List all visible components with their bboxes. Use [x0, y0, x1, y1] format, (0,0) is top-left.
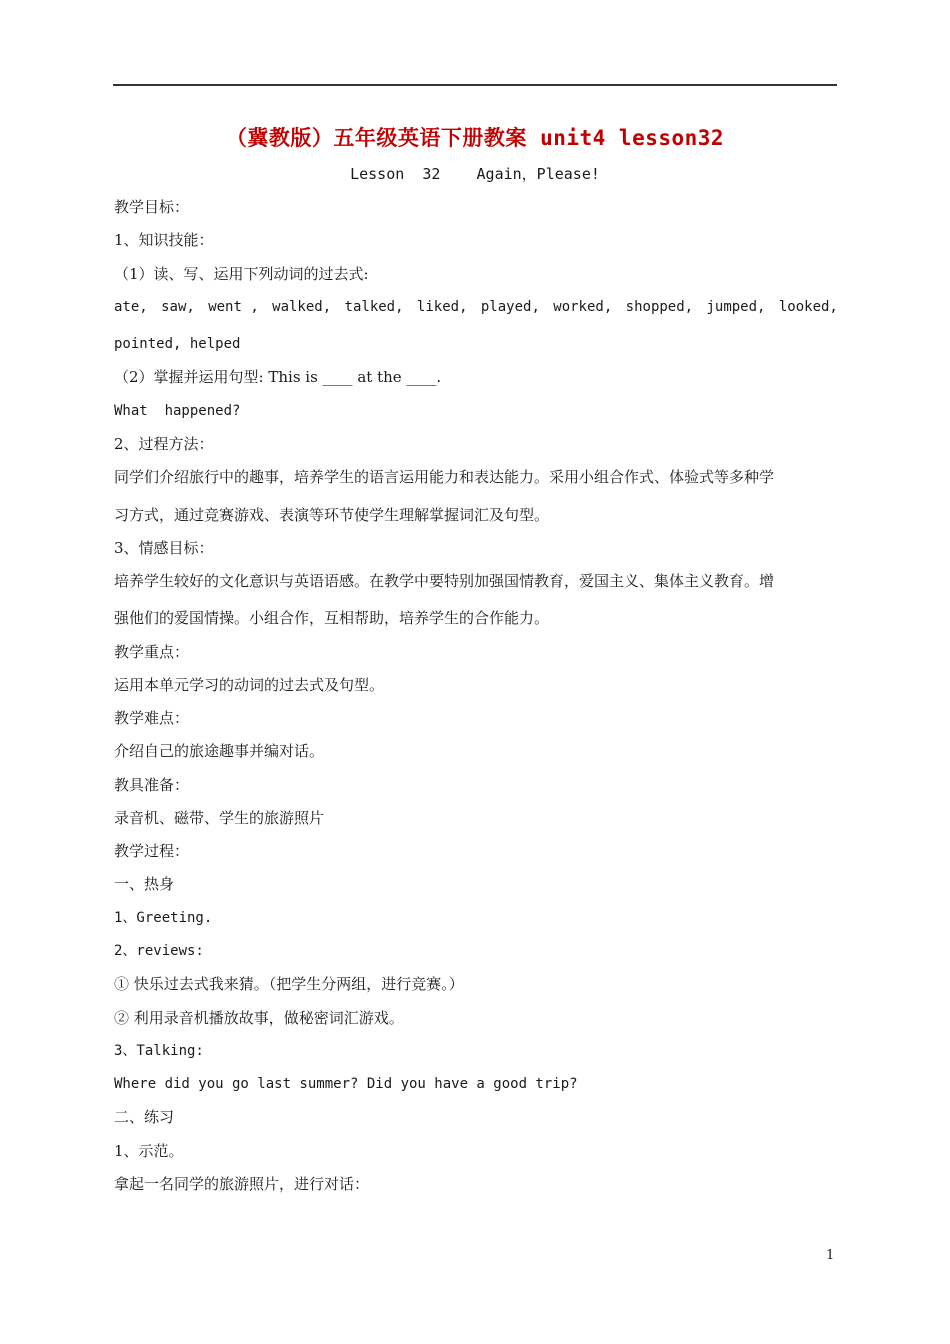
verb: talked, — [344, 299, 404, 315]
talking: 3、Talking: — [114, 1043, 204, 1059]
knowledge-item-1: （1）读、写、运用下列动词的过去式: — [114, 265, 369, 283]
process-text-2: 习方式，通过竞赛游戏、表演等环节使学生理解掌握词汇及句型。 — [114, 506, 550, 524]
key-text: 运用本单元学习的动词的过去式及句型。 — [114, 676, 385, 694]
demo-heading: 1、示范。 — [114, 1142, 184, 1160]
knowledge-item-2: （2）掌握并运用句型: This is ____ at the ____. — [114, 368, 442, 386]
review-item-2: ② 利用录音机播放故事，做秘密词汇游戏。 — [114, 1009, 404, 1027]
page-title: （冀教版）五年级英语下册教案 unit4 lesson32 — [225, 126, 725, 150]
process-heading: 2、过程方法： — [114, 435, 214, 453]
verb: jumped, — [706, 299, 766, 315]
verbs-line-1 — [114, 297, 838, 317]
tools-heading: 教具准备： — [114, 776, 190, 794]
greeting: 1、Greeting. — [114, 910, 213, 926]
talking-question: Where did you go last summer? Did you have a good trip? — [114, 1076, 578, 1092]
verb: worked, — [553, 299, 613, 315]
emotion-text-1: 培养学生较好的文化意识与英语语感。在教学中要特别加强国情教育，爱国主义、集体主义教育。增 — [114, 572, 775, 590]
knowledge-heading: 1、知识技能： — [114, 231, 214, 249]
tools-text: 录音机、磁带、学生的旅游照片 — [114, 809, 325, 827]
verb: ate, — [114, 299, 148, 315]
what-happened: What happened? — [114, 403, 241, 419]
goals-heading: 教学目标： — [114, 198, 190, 216]
difficulty-text: 介绍自己的旅途趣事并编对话。 — [114, 742, 325, 760]
procedure-heading: 教学过程： — [114, 842, 190, 860]
verb: went , — [208, 299, 259, 315]
page-number: 1 — [826, 1248, 835, 1263]
verb: liked, — [416, 299, 468, 315]
warmup-heading: 一、热身 — [114, 875, 175, 893]
header-rule — [113, 84, 837, 86]
practice-heading: 二、练习 — [114, 1108, 175, 1126]
verb: played, — [480, 299, 540, 315]
difficulty-heading: 教学难点： — [114, 709, 190, 727]
reviews: 2、reviews: — [114, 943, 204, 959]
verb: looked, — [778, 299, 838, 315]
verb: shopped, — [625, 299, 694, 315]
emotion-text-2: 强他们的爱国情操。小组合作，互相帮助，培养学生的合作能力。 — [114, 609, 550, 627]
verbs-line-2: pointed, helped — [114, 336, 241, 352]
verb: walked, — [272, 299, 332, 315]
process-text-1: 同学们介绍旅行中的趣事，培养学生的语言运用能力和表达能力。采用小组合作式、体验式等多种学 — [114, 468, 775, 486]
emotion-heading: 3、情感目标： — [114, 539, 214, 557]
key-heading: 教学重点： — [114, 643, 190, 661]
verb: saw, — [161, 299, 195, 315]
review-item-1: ① 快乐过去式我来猜。（把学生分两组，进行竞赛。） — [114, 975, 464, 993]
demo-text: 拿起一名同学的旅游照片，进行对话： — [114, 1175, 370, 1193]
lesson-subtitle: Lesson 32 Again，Please! — [350, 165, 600, 183]
